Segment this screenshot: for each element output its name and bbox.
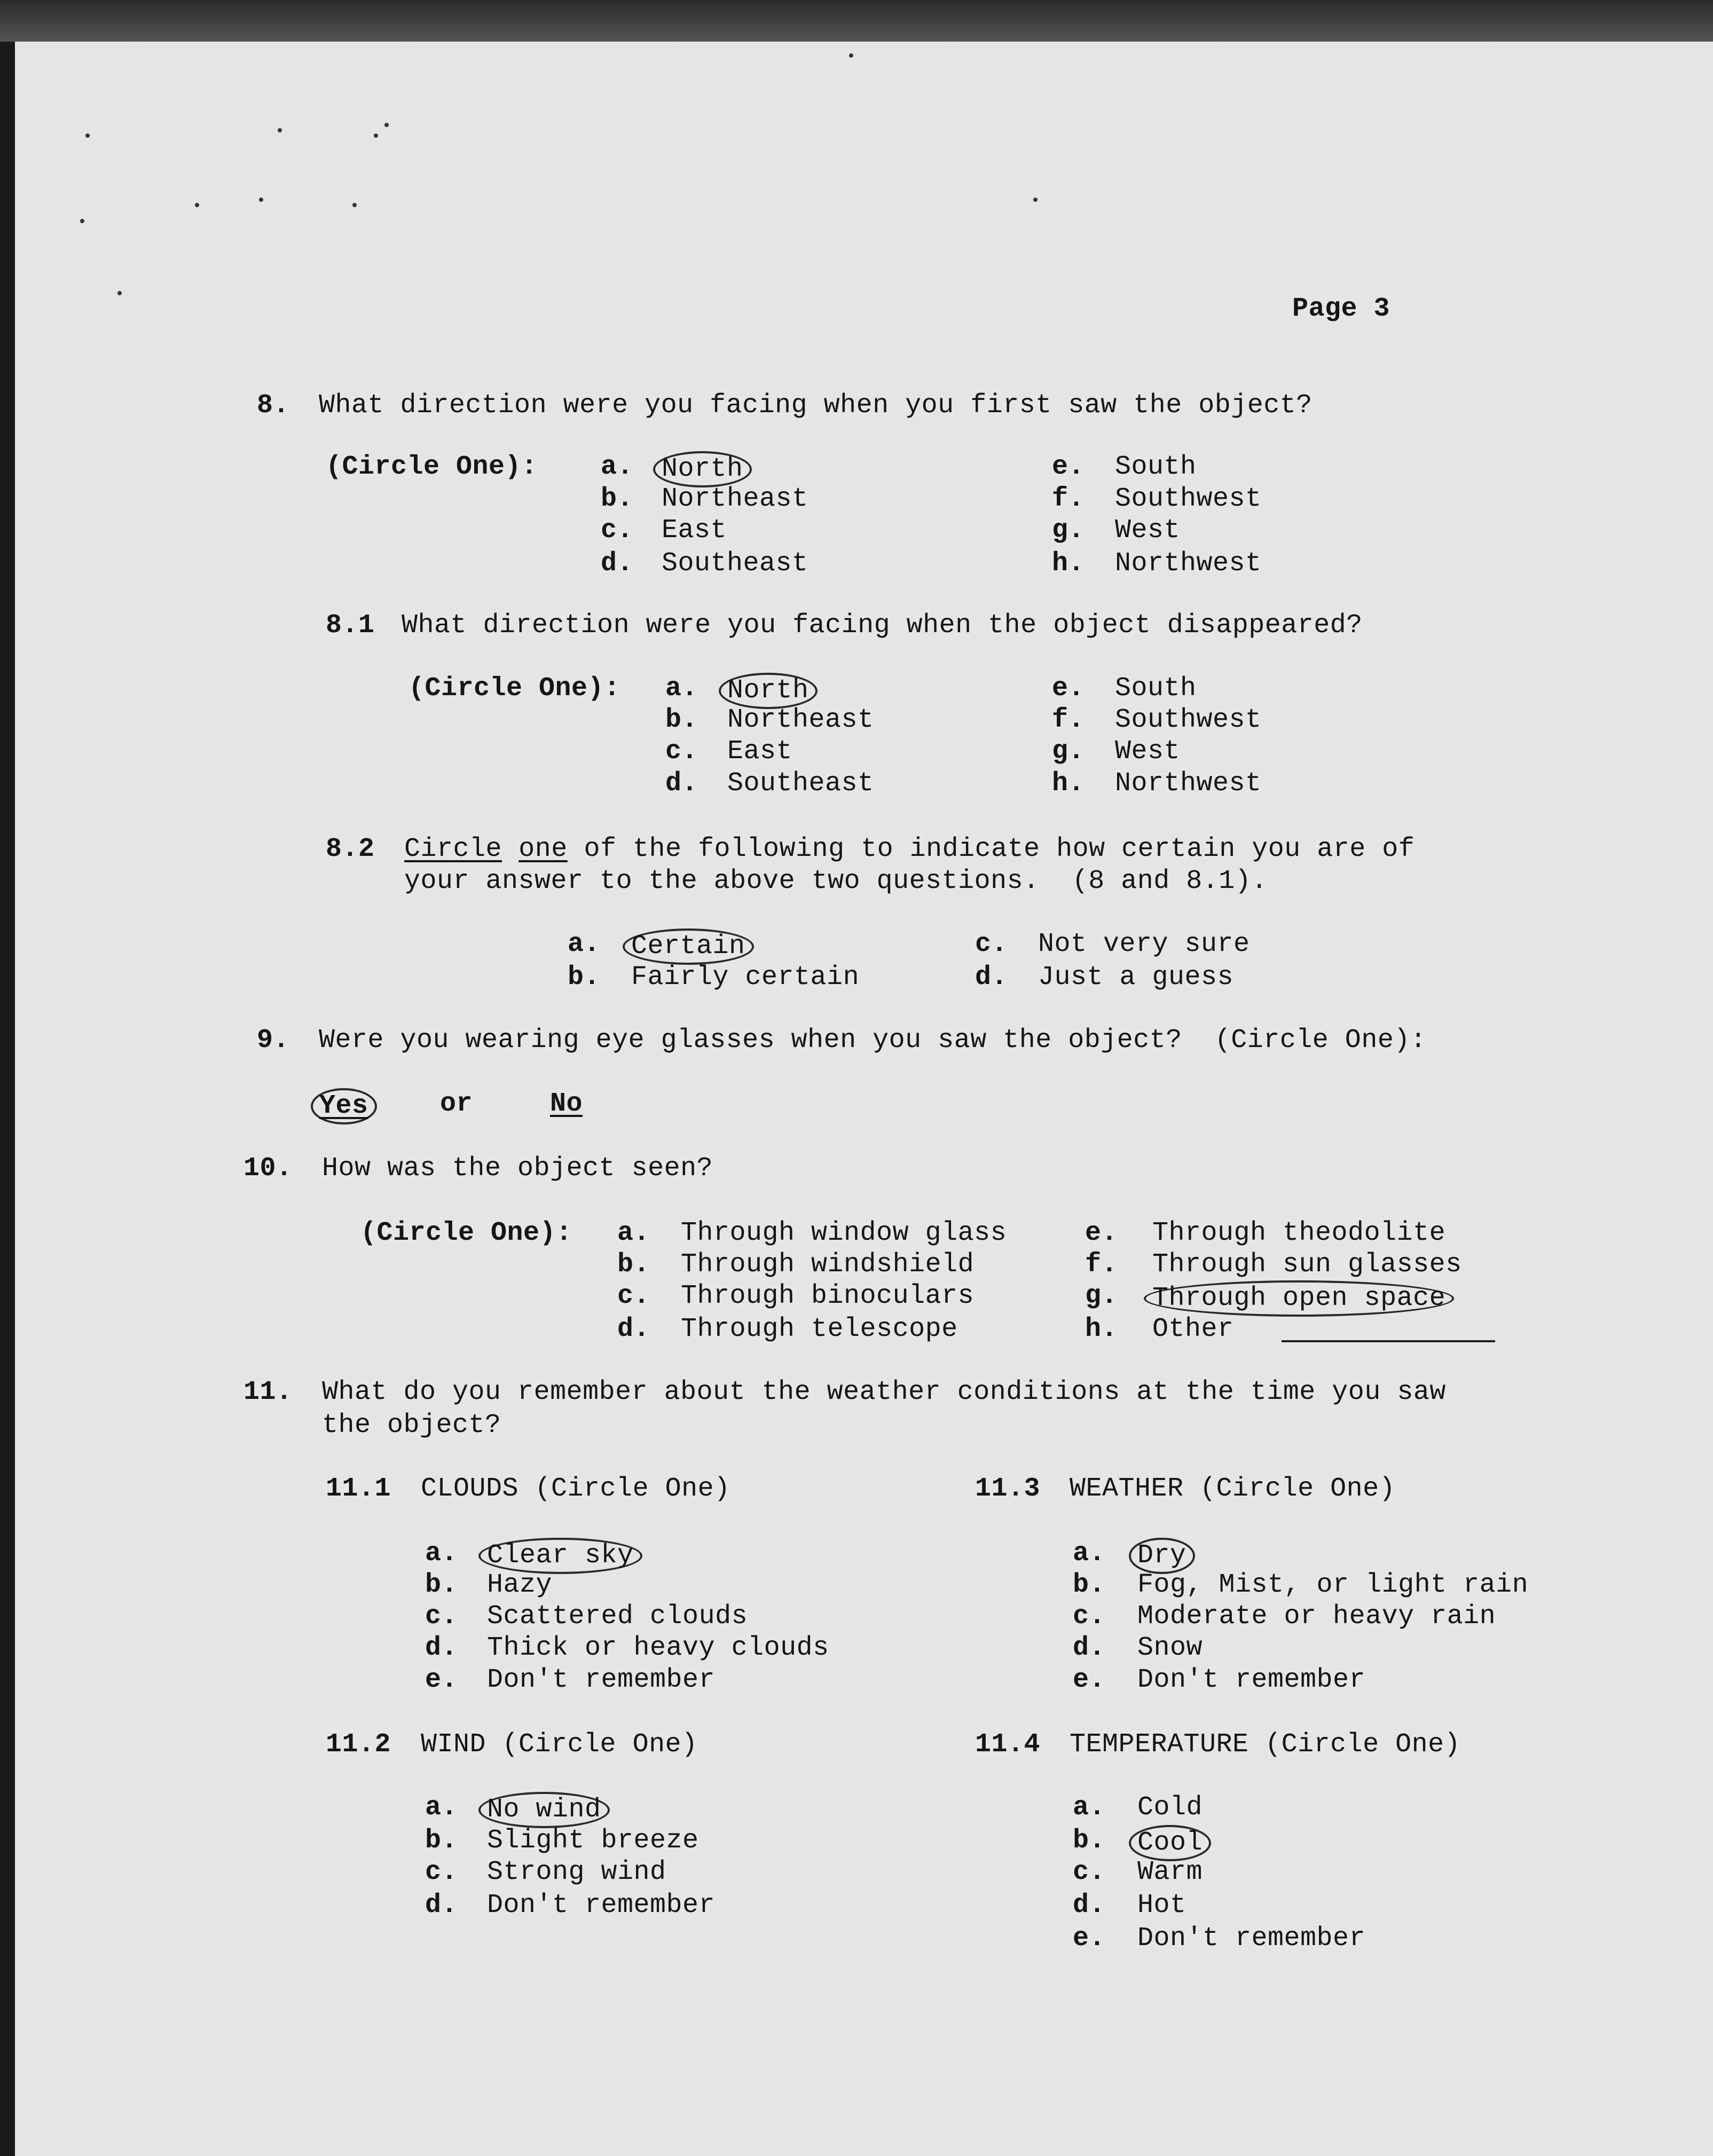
subquestion-number: 11.3 — [975, 1474, 1041, 1504]
question-text: What do you remember about the weather conditions at the time you saw — [322, 1377, 1446, 1407]
option-just-a-guess[interactable]: Just a guess — [1038, 962, 1234, 993]
option-south[interactable]: South — [1115, 452, 1197, 482]
option-fairly-certain[interactable]: Fairly certain — [631, 962, 860, 993]
question-text-line2: your answer to the above two questions. (8 and 8.1). — [404, 866, 1268, 896]
option-don-t-remember[interactable]: Don't remember — [487, 1890, 716, 1921]
question-text-line2: the object? — [322, 1410, 501, 1441]
option-through-window-glass[interactable]: Through window glass — [681, 1218, 1007, 1248]
option-north[interactable]: North — [653, 451, 752, 487]
subquestion-title: TEMPERATURE (Circle One) — [1070, 1729, 1461, 1760]
option-not-very-sure[interactable]: Not very sure — [1038, 929, 1250, 959]
option-through-theodolite[interactable]: Through theodolite — [1152, 1218, 1446, 1248]
option-moderate-or-heavy-rain[interactable]: Moderate or heavy rain — [1137, 1601, 1496, 1632]
option-west[interactable]: West — [1115, 736, 1181, 767]
scan-speck — [374, 133, 378, 138]
option-letter: f. — [1052, 484, 1085, 514]
option-through-telescope[interactable]: Through telescope — [681, 1314, 958, 1344]
option-letter: a. — [1073, 1792, 1106, 1823]
question-number: 9. — [257, 1025, 290, 1056]
option-northwest[interactable]: Northwest — [1115, 548, 1262, 579]
subquestion-title: WIND (Circle One) — [421, 1729, 698, 1760]
circle-word: Circle — [404, 834, 502, 864]
option-letter: h. — [1085, 1314, 1118, 1344]
option-north[interactable]: North — [719, 673, 818, 709]
option-letter: e. — [1085, 1218, 1118, 1248]
option-letter: d. — [425, 1890, 458, 1921]
option-letter: b. — [617, 1249, 650, 1280]
option-letter: b. — [1073, 1570, 1106, 1600]
subquestion-number: 11.4 — [975, 1729, 1041, 1760]
question-number: 8.2 — [326, 834, 375, 864]
scan-speck — [80, 219, 84, 223]
other-fill-in-line[interactable] — [1282, 1340, 1495, 1342]
option-slight-breeze[interactable]: Slight breeze — [487, 1825, 699, 1856]
option-letter: b. — [1073, 1825, 1106, 1856]
option-letter: e. — [425, 1665, 458, 1695]
option-letter: e. — [1073, 1923, 1106, 1954]
scan-speck — [849, 53, 853, 58]
option-don-t-remember[interactable]: Don't remember — [487, 1665, 716, 1695]
option-letter: b. — [425, 1570, 458, 1600]
option-no-wind[interactable]: No wind — [478, 1792, 610, 1828]
scan-speck — [278, 128, 282, 132]
question-text: Were you wearing eye glasses when you saw the object? (Circle One): — [319, 1025, 1427, 1056]
question-text: What direction were you facing when you first saw the object? — [319, 390, 1313, 421]
question-text: What direction were you facing when the object disappeared? — [402, 610, 1363, 641]
option-southeast[interactable]: Southeast — [727, 768, 874, 799]
option-cool[interactable]: Cool — [1129, 1825, 1211, 1861]
subquestion-number: 11.1 — [326, 1474, 391, 1504]
option-letter: g. — [1052, 736, 1085, 767]
option-hot[interactable]: Hot — [1137, 1890, 1186, 1921]
option-letter: e. — [1073, 1665, 1106, 1695]
option-letter: g. — [1052, 515, 1085, 546]
option-east[interactable]: East — [727, 736, 793, 767]
option-southwest[interactable]: Southwest — [1115, 705, 1262, 735]
option-letter: b. — [568, 962, 601, 993]
option-other[interactable]: Other — [1152, 1314, 1234, 1344]
questionnaire-page — [15, 42, 1713, 2156]
option-letter: c. — [1073, 1601, 1106, 1632]
option-strong-wind[interactable]: Strong wind — [487, 1857, 666, 1887]
option-letter: b. — [601, 484, 634, 514]
option-letter: a. — [425, 1792, 458, 1823]
question-number: 11. — [243, 1377, 293, 1407]
page-number: Page 3 — [1292, 294, 1390, 324]
scan-speck — [195, 203, 199, 207]
option-letter: d. — [1073, 1890, 1106, 1921]
option-letter: c. — [425, 1857, 458, 1887]
option-southwest[interactable]: Southwest — [1115, 484, 1262, 514]
answer-no[interactable]: No — [550, 1089, 583, 1119]
option-letter: c. — [601, 515, 634, 546]
option-northeast[interactable]: Northeast — [662, 484, 808, 514]
option-letter: d. — [601, 548, 634, 579]
option-letter: a. — [665, 673, 698, 704]
option-letter: c. — [1073, 1857, 1106, 1887]
option-letter: a. — [568, 929, 601, 959]
option-letter: g. — [1085, 1281, 1118, 1311]
scan-speck — [384, 123, 389, 127]
option-through-binoculars[interactable]: Through binoculars — [681, 1281, 975, 1311]
question-text: of the following to indicate how certain you are of — [568, 834, 1415, 864]
or-label: or — [440, 1089, 473, 1119]
option-letter: a. — [1073, 1538, 1106, 1569]
option-letter: c. — [425, 1601, 458, 1632]
option-west[interactable]: West — [1115, 515, 1181, 546]
option-letter: b. — [425, 1825, 458, 1856]
option-through-sun-glasses[interactable]: Through sun glasses — [1152, 1249, 1462, 1280]
option-letter: a. — [601, 452, 634, 482]
question-text: How was the object seen? — [322, 1153, 713, 1184]
option-letter: d. — [425, 1633, 458, 1663]
scan-speck — [1033, 198, 1038, 202]
option-letter: a. — [425, 1538, 458, 1569]
option-scattered-clouds[interactable]: Scattered clouds — [487, 1601, 748, 1632]
option-northeast[interactable]: Northeast — [727, 705, 874, 735]
option-hazy[interactable]: Hazy — [487, 1570, 553, 1600]
option-don-t-remember[interactable]: Don't remember — [1137, 1923, 1366, 1954]
option-through-open-space[interactable]: Through open space — [1144, 1280, 1454, 1317]
option-letter: d. — [617, 1314, 650, 1344]
option-letter: h. — [1052, 768, 1085, 799]
option-letter: f. — [1052, 705, 1085, 735]
option-certain[interactable]: Certain — [623, 929, 754, 965]
option-snow[interactable]: Snow — [1137, 1633, 1203, 1663]
option-northwest[interactable]: Northwest — [1115, 768, 1262, 799]
answer-yes[interactable]: Yes — [311, 1088, 377, 1124]
scan-speck — [352, 203, 357, 207]
scan-speck — [117, 291, 122, 295]
option-clear-sky[interactable]: Clear sky — [478, 1538, 642, 1574]
option-east[interactable]: East — [662, 515, 727, 546]
option-don-t-remember[interactable]: Don't remember — [1137, 1665, 1366, 1695]
scan-speck — [85, 133, 90, 138]
subquestion-number: 11.2 — [326, 1729, 391, 1760]
instruction-label: (Circle One): — [326, 452, 538, 482]
option-thick-or-heavy-clouds[interactable]: Thick or heavy clouds — [487, 1633, 829, 1663]
option-letter: b. — [665, 705, 698, 735]
subquestion-title: WEATHER (Circle One) — [1070, 1474, 1396, 1504]
option-warm[interactable]: Warm — [1137, 1857, 1203, 1887]
one-word: one — [518, 834, 568, 864]
option-cold[interactable]: Cold — [1137, 1792, 1203, 1823]
option-letter: a. — [617, 1218, 650, 1248]
question-number: 10. — [243, 1153, 293, 1184]
option-letter: f. — [1085, 1249, 1118, 1280]
instruction-label: (Circle One): — [408, 673, 620, 704]
option-south[interactable]: South — [1115, 673, 1197, 704]
option-dry[interactable]: Dry — [1129, 1538, 1195, 1574]
instruction-label: (Circle One): — [360, 1218, 572, 1248]
option-southeast[interactable]: Southeast — [662, 548, 808, 579]
subquestion-title: CLOUDS (Circle One) — [421, 1474, 730, 1504]
option-fog-mist-or-light-rain[interactable]: Fog, Mist, or light rain — [1137, 1570, 1529, 1600]
scan-top-edge — [0, 0, 1713, 42]
option-letter: c. — [617, 1281, 650, 1311]
option-through-windshield[interactable]: Through windshield — [681, 1249, 975, 1280]
option-letter: e. — [1052, 452, 1085, 482]
question-number: 8. — [257, 390, 290, 421]
option-letter: d. — [665, 768, 698, 799]
option-letter: c. — [975, 929, 1008, 959]
option-letter: d. — [975, 962, 1008, 993]
option-letter: d. — [1073, 1633, 1106, 1663]
option-letter: h. — [1052, 548, 1085, 579]
option-letter: e. — [1052, 673, 1085, 704]
question-number: 8.1 — [326, 610, 375, 641]
option-letter: c. — [665, 736, 698, 767]
scan-speck — [259, 198, 263, 202]
